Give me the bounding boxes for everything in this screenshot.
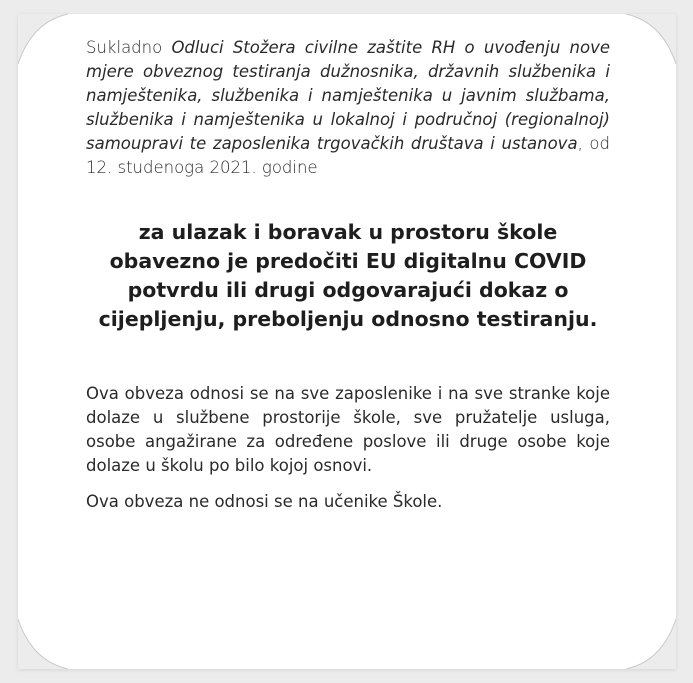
intro-date: , od 12. studenoga 2021. godine [86,134,610,177]
page-curl-bottom-right [626,619,676,669]
exemption-paragraph: Ova obveza ne odnosi se na učenike Škole. [86,492,443,511]
notice-sheet [18,14,676,669]
entry-requirement-heading: za ulazak i boravak u prostoru škole obavezno je predočiti EU digitalnu COVID potvrdu ili drugi odgovarajući dokaz o cijepljenju, preboljenju odnosno testiranju. [98,220,598,331]
notice-content [86,36,610,514]
intro-paragraph [86,36,610,180]
decision-title: Odluci Stožera civilne zaštite RH o uvođenju nove mjere obveznog testiranja dužnosnika, državnih službenika i namještenika, službenika i namještenika u javnim službama, službenika i namještenika u lokalnoj i područnoj (regionalnoj) samoupravi te zaposlenika trgovačkih društava i ustanova [86,38,610,153]
page-curl-bottom-left [18,619,68,669]
page-curl-top-left [18,14,68,64]
scope-paragraph: Ova obveza odnosi se na sve zaposlenike i na sve stranke koje dolaze u službene prostorije škole, sve pružatelje usluga, osobe angažirane za određene poslove ili druge osobe koje dolaze u školu po bilo kojoj osnovi. [86,384,610,475]
page-curl-top-right [626,14,676,64]
intro-lead: Sukladno [86,38,172,57]
